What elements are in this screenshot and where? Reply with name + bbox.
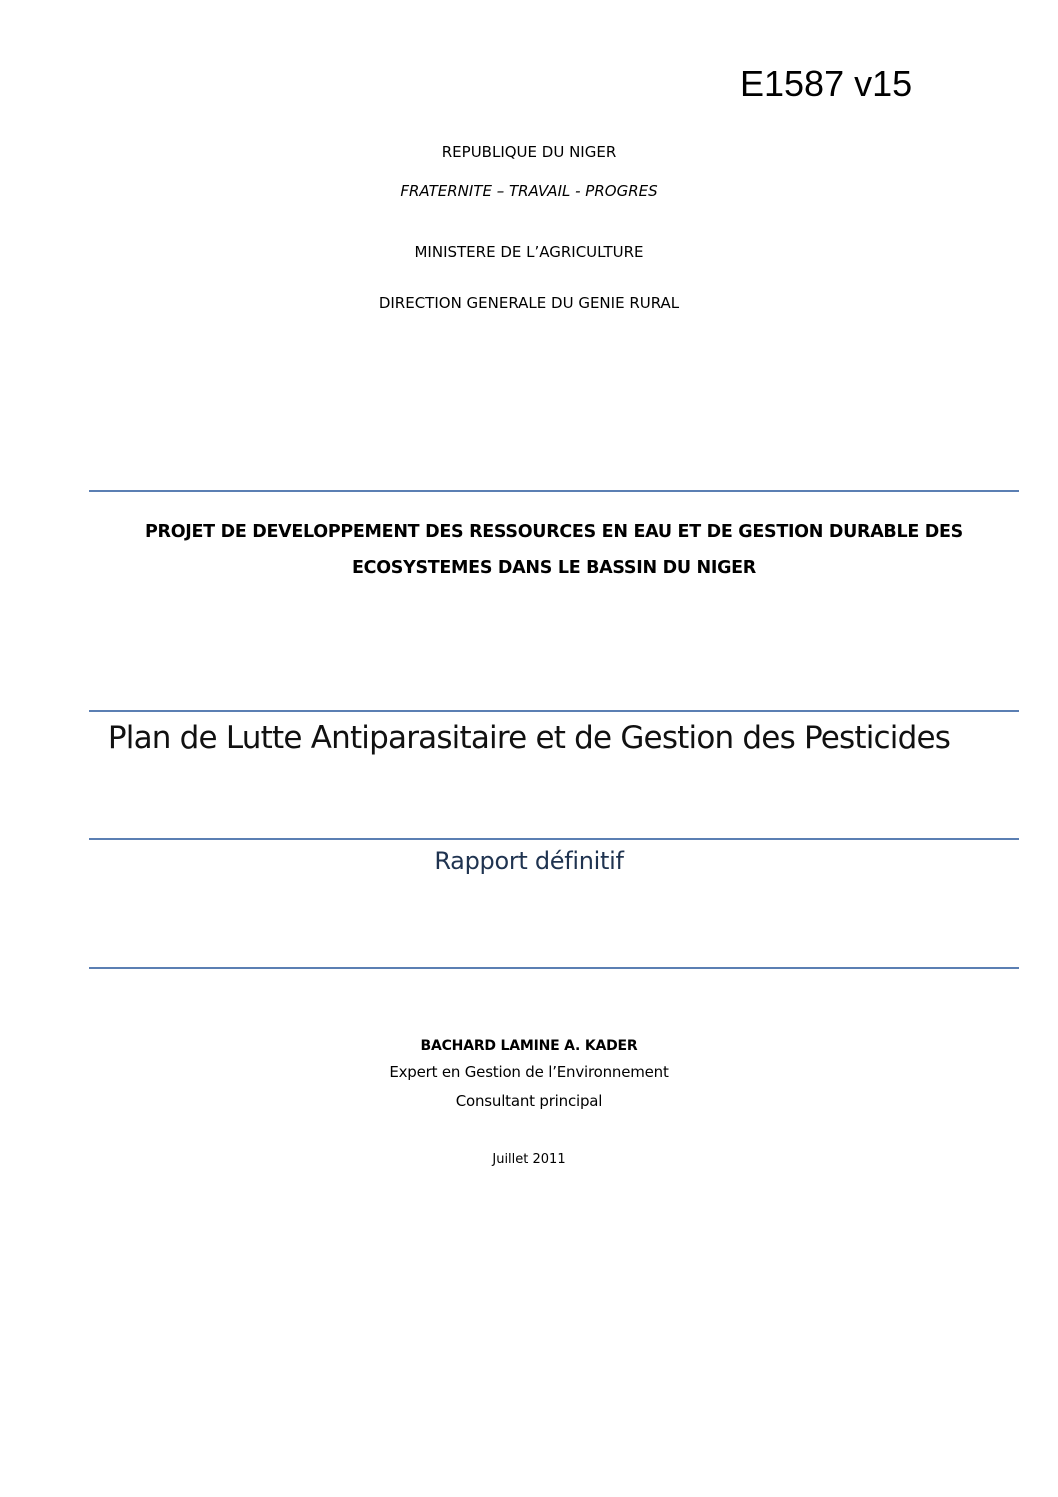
author-position: Consultant principal: [455, 1092, 603, 1110]
project-title-line-2: ECOSYSTEMES DANS LE BASSIN DU NIGER: [352, 558, 756, 578]
divider-rule-title: [89, 710, 1019, 712]
header-direction: DIRECTION GENERALE DU GENIE RURAL: [378, 294, 680, 312]
project-title-line-1: PROJET DE DEVELOPPEMENT DES RESSOURCES EN EAU ET DE GESTION DURABLE DES: [145, 522, 963, 542]
header-country: REPUBLIQUE DU NIGER: [441, 143, 617, 161]
header-ministry: MINISTERE DE L’AGRICULTURE: [414, 243, 644, 261]
divider-rule-subtitle: [89, 838, 1019, 840]
report-subtitle: Rapport définitif: [434, 847, 624, 875]
project-title: [89, 514, 1019, 586]
main-title: Plan de Lutte Antiparasitaire et de Gestion des Pesticides: [107, 720, 951, 756]
author-role: Expert en Gestion de l’Environnement: [389, 1063, 669, 1081]
author-name: BACHARD LAMINE A. KADER: [420, 1038, 638, 1054]
divider-rule-top: [89, 490, 1019, 492]
divider-rule-bottom: [89, 967, 1019, 969]
header-motto: FRATERNITE – TRAVAIL - PROGRES: [400, 182, 658, 200]
document-code: E1587 v15: [740, 63, 913, 104]
document-date: Juillet 2011: [492, 1152, 566, 1167]
